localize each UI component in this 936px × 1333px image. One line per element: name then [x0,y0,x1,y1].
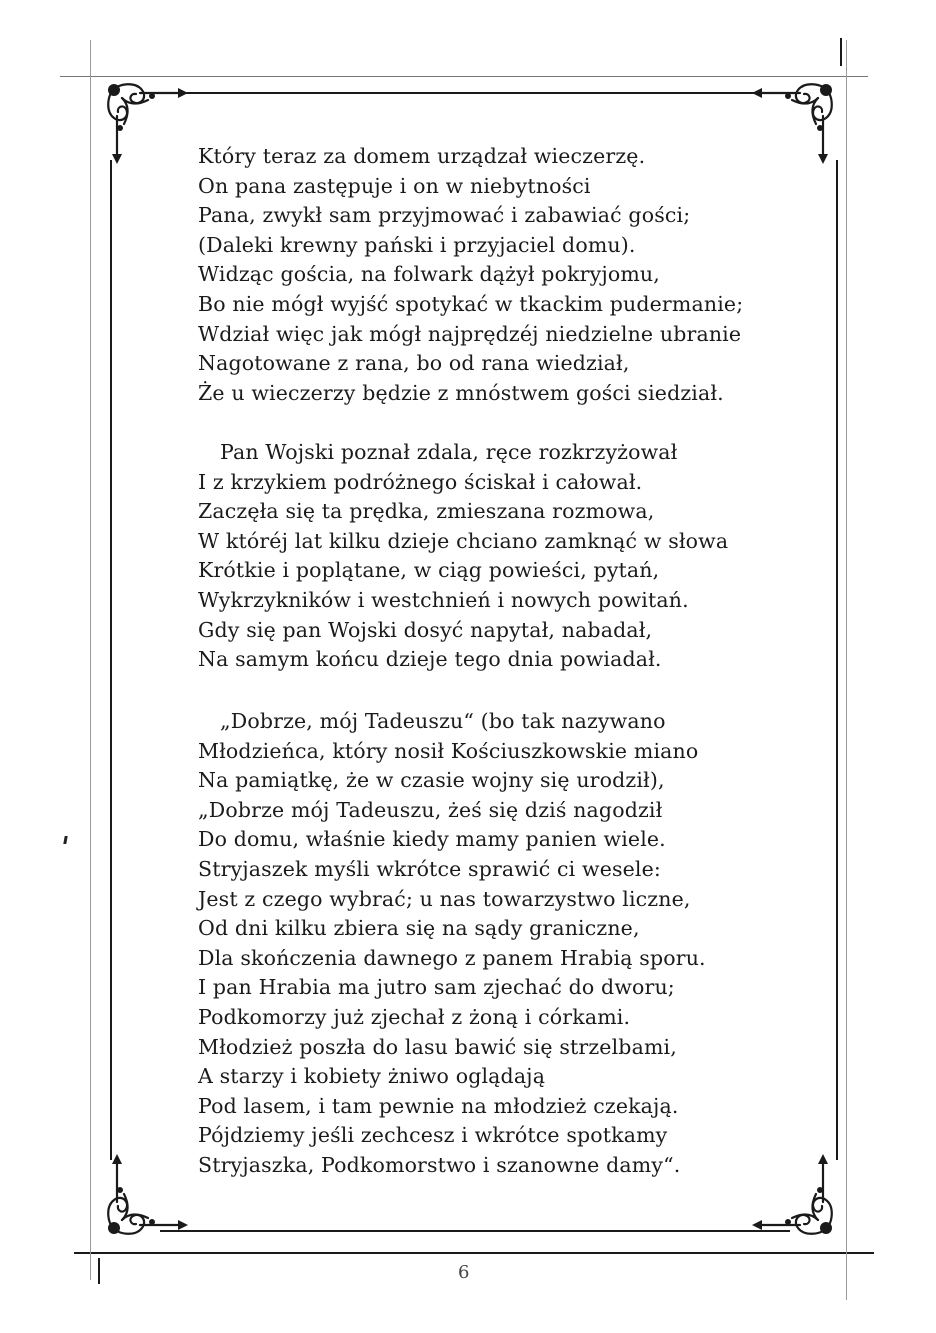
verse-line: Na samym końcu dzieje tego dnia powiadał. [198,647,662,672]
verse-line: Pójdziemy jeśli zechcesz i wkrótce spotkamy [198,1123,668,1148]
page-number: 6 [458,1262,470,1283]
flourish-corner-icon [750,76,840,166]
verse-line: Bo nie mógł wyjść spotykać w tkackim pudermanie; [198,291,744,316]
stanza-3 [198,707,758,1181]
verse-line: Zaczęła się ta prędka, zmieszana rozmowa, [198,499,655,524]
verse-line: Gdy się pan Wojski dosyć napytał, nabadał, [198,617,653,642]
verse-line: Stryjaszek myśli wkrótce sprawić ci wesele: [198,856,661,881]
verse-line: Pan Wojski poznał zdala, ręce rozkrzyżował [220,440,678,464]
verse-line: Dla skończenia dawnego z panem Hrabią sporu. [198,945,706,970]
stanza-1 [198,142,758,408]
verse-line: Który teraz za domem urządzał wieczerzę. [198,144,646,168]
verse-line: Na pamiątkę, że w czasie wojny się urodził), [198,768,665,793]
verse-line: Jest z czego wybrać; u nas towarzystwo liczne, [198,886,691,911]
bottom-left-tick-mark [98,1258,100,1284]
right-outer-rule [846,40,847,1300]
verse-line: I pan Hrabia ma jutro sam zjechać do dworu; [198,975,675,1000]
verse-line: On pana zastępuje i on w niebytności [198,173,591,198]
verse-line: „Dobrze, mój Tadeuszu“ (bo tak nazywano [220,709,666,733]
verse-line: Młodzieńca, który nosił Kościuszkowskie miano [198,738,699,763]
verse-line: Podkomorzy już zjechał z żoną i córkami. [198,1004,631,1029]
verse-line: A starzy i kobiety żniwo oglądają [198,1064,546,1089]
stanza-2 [198,438,758,675]
flourish-corner-icon [100,1152,190,1242]
left-frame-rule [110,160,112,1160]
top-frame-rule [150,92,790,94]
verse-line: Wdział więc jak mógł najprędzéj niedzielne ubranie [198,321,742,346]
verse-line: W któréj lat kilku dzieje chciano zamknąć w słowa [198,528,729,553]
bottom-frame-rule [160,1230,790,1232]
right-tick-mark [840,38,842,66]
verse-line: Stryjaszka, Podkomorstwo i szanowne damy“. [198,1152,681,1177]
verse-line: Pod lasem, i tam pewnie na młodzież czekają. [198,1093,679,1118]
verse-line: Wykrzykników i westchnień i nowych powitań. [198,587,689,612]
verse-line: I z krzykiem podróżnego ściskał i całował. [198,469,643,494]
verse-line: Widząc gościa, na folwark dążył pokryjomu, [198,262,660,287]
verse-line: (Daleki krewny pański i przyjaciel domu). [198,232,636,257]
verse-line: Od dni kilku zbiera się na sądy graniczne, [198,916,640,941]
verse-line: Pana, zwykł sam przyjmować i zabawiać gości; [198,203,691,228]
verse-line: Że u wieczerzy będzie z mnóstwem gości siedział. [198,380,724,405]
verse-line: Krótkie i poplątane, w ciąg powieści, pytań, [198,558,660,583]
ink-speck [63,836,67,844]
verse-line: „Dobrze mój Tadeuszu, żeś się dziś nagodził [198,797,663,822]
verse-line: Do domu, właśnie kiedy mamy panien wiele. [198,827,666,852]
verse-line: Nagotowane z rana, bo od rana wiedział, [198,351,630,376]
bottom-outer-rule [74,1252,874,1254]
verse-line: Młodzież poszła do lasu bawić się strzelbami, [198,1034,677,1059]
right-frame-rule [836,160,838,1160]
flourish-corner-icon [750,1152,840,1242]
flourish-corner-icon [100,76,190,166]
left-outer-rule [90,40,91,1280]
